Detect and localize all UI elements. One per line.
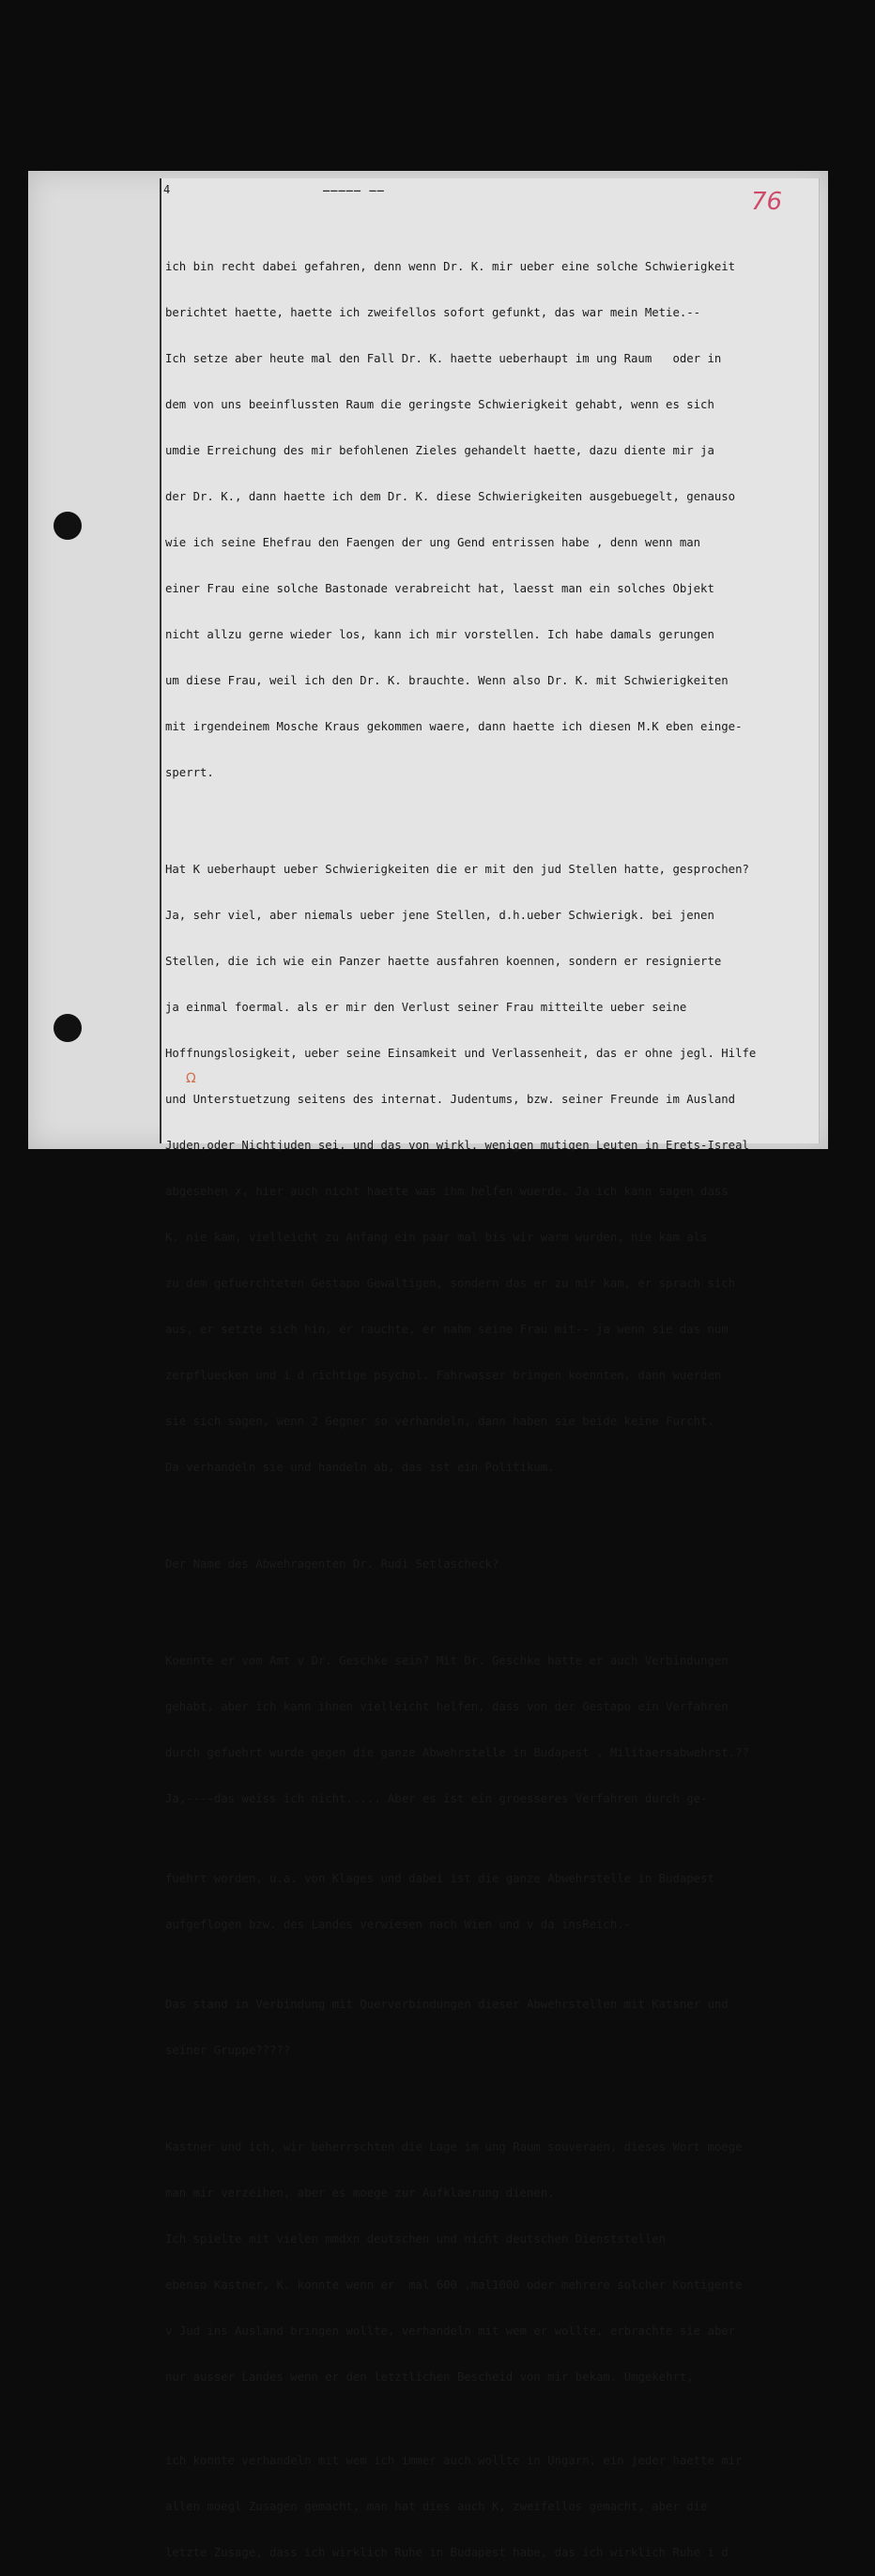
text-line: seiner Gruppe????? [165, 2044, 291, 2057]
text-line: sie sich sagen, wenn 2 Gegner so verhandeln, dann haben sie beide keine Furcht. [165, 1415, 714, 1428]
text-line: ebenso Kastner, K. konnte wenn er mal 600 ,mal1000 oder mehrere solcher Kontigente [165, 2278, 743, 2292]
text-line: Koennte er vom Amt v Dr. Geschke sein? Mit Dr. Geschke hatte er auch Verbindungen [165, 1654, 729, 1667]
page-header-mark: _____ __ [323, 178, 385, 192]
handwritten-page-number: 76 [751, 188, 783, 216]
text-line: nur ausser Landes wenn er den letztlichen Bescheid von mir bekam. Umgekehrt, [165, 2370, 694, 2384]
text-line: wie ich seine Ehefrau den Faengen der ung Gend entrissen habe , denn wenn man [165, 536, 701, 549]
text-line: durch gefuehrt wurde gegen die ganze Abwehrstelle in Budapest , Militaersabwehrst.?? [165, 1746, 749, 1759]
text-line: Ich setze aber heute mal den Fall Dr. K. haette ueberhaupt im ung Raum oder in [165, 352, 722, 365]
punch-hole-bottom [54, 1014, 82, 1042]
text-line: ich bin recht dabei gefahren, denn wenn Dr. K. mir ueber eine solche Schwierigkeit [165, 260, 736, 273]
text-line: K. nie kam, vielleicht zu Anfang ein paar mal bis wir warm wurden, nie kam als [165, 1231, 708, 1244]
text-line: Hoffnungslosigkeit, ueber seine Einsamkeit und Verlassenheit, das er ohne jegl. Hilfe [165, 1047, 757, 1060]
text-line: Ich spielte mit vielen mmdxn deutschen und nicht deutschen Dienststellen [165, 2232, 667, 2246]
text-line: mit irgendeinem Mosche Kraus gekommen waere, dann haette ich diesen M.K eben einge- [165, 720, 743, 733]
text-line: Hat K ueberhaupt ueber Schwierigkeiten die er mit den jud Stellen hatte, gesprochen? [165, 863, 749, 876]
question-line: Der Name des Abwehragenten Dr. Rudi Setlascheck? [165, 1557, 499, 1571]
text-line: ich konnte verhandeln mit wem ich immer auch wollte in Ungarn, ein jeder haette mir [165, 2454, 743, 2467]
text-line: Stellen, die ich wie ein Panzer haette ausfahren koennen, sondern er resignierte [165, 955, 722, 968]
text-line: der Dr. K., dann haette ich dem Dr. K. diese Schwierigkeiten ausgebuegelt, genauso [165, 490, 736, 503]
text-line: gehabt, aber ich kann ihnen vielleicht helfen, dass von der Gestapo ein Verfahren [165, 1700, 729, 1713]
text-line: ja einmal foermal. als er mir den Verlust seiner Frau mitteilte ueber seine [165, 1001, 687, 1014]
text-line: umdie Erreichung des mir befohlenen Zieles gehandelt haette, dazu diente mir ja [165, 444, 714, 457]
typed-text-body [165, 218, 785, 2576]
text-line: zu dem gefuerchteten Gestapo Gewaltigen, sondern das er zu mir kam, er sprach sich [165, 1277, 736, 1290]
text-line: Juden,oder Nichtjuden sei, und das von wirkl. wenigen mutigen Leuten in Erets-Isreal [165, 1139, 749, 1152]
text-line: Ja, sehr viel, aber niemals ueber jene Stellen, d.h.ueber Schwierigk. bei jenen [165, 909, 714, 922]
text-line: man mir verzeihen, aber es moege zur Aufklaerung dienen. [165, 2186, 555, 2200]
text-line: fuehrt worden, u.a. von Klages und dabei ist die ganze Abwehrstelle in Budapest [165, 1872, 714, 1885]
text-line: aufgeflogen bzw. des Landes verwiesen nach Wien und v da insReich.- [165, 1918, 632, 1931]
page-marker-left: 4 [163, 183, 171, 196]
text-line: Das stand in Verbindung mit Querverbindungen dieser Abwehrstellen mit Katsner und [165, 1998, 729, 2011]
text-line: Da verhandeln sie und handeln ab, das ist ein Politikum. [165, 1461, 555, 1474]
text-line: aus, er setzte sich hin, er rauchte, er nahm seine Frau mit-- ja wenn sie das num [165, 1323, 729, 1336]
text-line: berichtet haette, haette ich zweifellos sofort gefunkt, das war mein Metie.-- [165, 306, 701, 319]
text-line: einer Frau eine solche Bastonade verabreicht hat, laesst man ein solches Objekt [165, 582, 714, 595]
text-line: Kastner und ich, wir beherrschten die Lage im ung Raum souveraen, dieses Wort moege [165, 2140, 743, 2154]
margin-annotation: Ω [186, 1071, 196, 1086]
text-line: abgesehen ✗, hier auch nicht haette was ihm helfen wuerde. Ja ich kann sagen dass [165, 1185, 729, 1198]
text-line: letzte Zusage, dass ich wirklich Ruhe in Budapest habe, das ich wirklich Ruhe i d [165, 2546, 729, 2559]
punch-hole-top [54, 512, 82, 540]
text-line: Ja,----das weiss ich nicht..... Aber es ist ein groesseres Verfahren durch ge- [165, 1792, 708, 1805]
text-line: allen moegl Zusagen gemacht, man hat dies auch K, zweifellos gemacht, aber die [165, 2500, 708, 2513]
text-line: sperrt. [165, 766, 214, 779]
text-line: und Unterstuetzung seitens des internat. Judentums, bzw. seiner Freunde im Ausland [165, 1093, 736, 1106]
text-line: zerpfluecken und i d richtige psychol. Fahrwasser bringen koennten, dann wuerden [165, 1369, 722, 1382]
text-line: um diese Frau, weil ich den Dr. K. brauchte. Wenn also Dr. K. mit Schwierigkeiten [165, 674, 729, 687]
text-line: v Jud ins Ausland bringen wollte, verhandeln mit wem er wollte, erbrachte sie aber [165, 2324, 736, 2338]
text-line: nicht allzu gerne wieder los, kann ich mir vorstellen. Ich habe damals gerungen [165, 628, 714, 641]
text-line: dem von uns beeinflussten Raum die geringste Schwierigkeit gehabt, wenn es sich [165, 398, 714, 411]
